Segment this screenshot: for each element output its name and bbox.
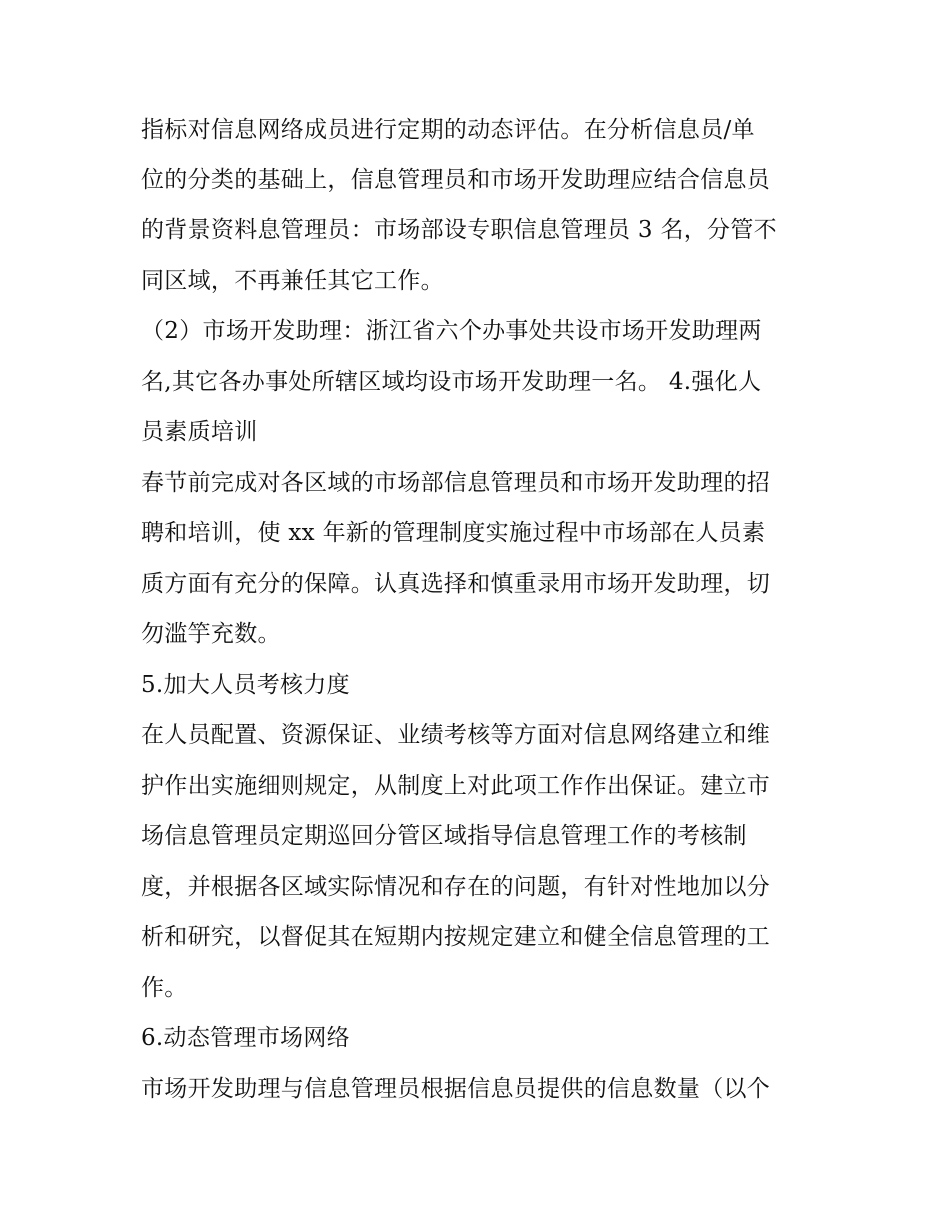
text-line: 的背景资料息管理员：市场部设专职信息管理员 3 名，分管不 — [141, 217, 777, 243]
section-heading: 5.加大人员考核力度 — [141, 672, 350, 698]
section-heading: 员素质培训 — [141, 419, 258, 445]
text-line: 质方面有充分的保障。认真选择和慎重录用市场开发助理，切 — [141, 571, 771, 597]
text-line: 名,其它各办事处所辖区域均设市场开发助理一名。 4.强化人 — [141, 369, 762, 395]
text-line: 同区域，不再兼任其它工作。 — [141, 268, 444, 294]
section-heading: 6.动态管理市场网络 — [141, 1025, 350, 1051]
text-line: 析和研究，以督促其在短期内按规定建立和健全信息管理的工 — [141, 924, 771, 950]
text-line: 度，并根据各区域实际情况和存在的问题，有针对性地加以分 — [141, 874, 771, 900]
text-line: 在人员配置、资源保证、业绩考核等方面对信息网络建立和维 — [141, 722, 771, 748]
text-line: 护作出实施细则规定，从制度上对此项工作作出保证。建立市 — [141, 773, 771, 799]
text-line: 位的分类的基础上，信息管理员和市场开发助理应结合信息员 — [141, 167, 771, 193]
text-line: 勿滥竽充数。 — [141, 621, 281, 647]
text-line: （2）市场开发助理：浙江省六个办事处共设市场开发助理两 — [141, 318, 762, 344]
text-line: 作。 — [141, 975, 188, 1001]
text-line: 场信息管理员定期巡回分管区域指导信息管理工作的考核制 — [141, 823, 747, 849]
text-line: 春节前完成对各区域的市场部信息管理员和市场开发助理的招 — [141, 470, 771, 496]
text-line: 指标对信息网络成员进行定期的动态评估。在分析信息员/单 — [141, 117, 755, 143]
text-line: 市场开发助理与信息管理员根据信息员提供的信息数量（以个 — [141, 1076, 771, 1102]
text-line: 聘和培训，使 xx 年新的管理制度实施过程中市场部在人员素 — [141, 520, 766, 546]
